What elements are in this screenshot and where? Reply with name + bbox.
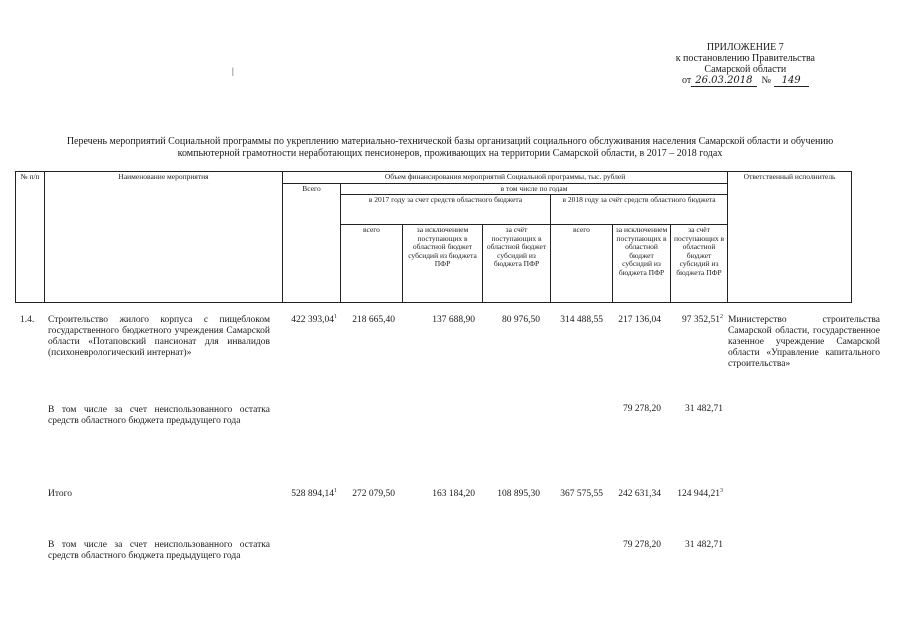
appendix-line1: к постановлению Правительства [675,53,815,64]
row-responsible: Министерство строительства Самарской области, государственное казенное учреждение Самарской области «Управление капитального строительства» [728,315,880,369]
header-funding: Объем финансирования мероприятий Социальной программы, тыс. рублей [283,172,728,184]
header-responsible: Ответственный исполнитель [728,172,852,303]
row-number: 1.4. [20,315,35,325]
header-2017: в 2017 году за счет средств областного бюджета [341,195,551,225]
cell-2018-pfr: 31 482,71 [685,540,723,550]
cell-2017-all: 218 665,40 [352,315,395,325]
header-including-years: в том числе по годам [341,183,728,195]
cell-2018-excl: 242 631,34 [618,489,661,499]
header-num: № п/п [16,172,45,303]
cell-2018-pfr: 97 352,51$^2$ [682,313,723,325]
cell-2018-all: 367 575,55 [560,489,603,499]
cell-2018-pfr: 31 482,71 [685,404,723,414]
decree-date: 26.03.2018 [691,75,756,87]
cell-2018-excl: 217 136,04 [618,315,661,325]
document-title [20,136,880,160]
cell-2018-all: 314 488,55 [560,315,603,325]
cell-2017-pfr: 108 895,30 [497,489,540,499]
title-line2: компьютерной грамотности неработающих пенсионеров, проживающих на территории Самарской области, в 2017 – 2018 годах [177,148,723,159]
cell-2018-excl: 79 278,20 [623,404,661,414]
header-2018-all: всего [551,225,613,303]
header-2017-all: всего [341,225,403,303]
header-2017-pfr: за счёт поступающих в областной бюджет субсидий из бюджета ПФР [483,225,551,303]
header-2018-pfr: за счёт поступающих в областной бюджет субсидий из бюджета ПФР [671,225,728,303]
appendix-date-line [676,75,815,86]
stray-mark: | [232,66,234,76]
cell-2018-excl: 79 278,20 [623,540,661,550]
cell-2017-pfr: 80 976,50 [502,315,540,325]
appendix-title: ПРИЛОЖЕНИЕ 7 [706,42,784,53]
appendix-block [676,42,815,86]
row-name: Итого [48,489,73,499]
cell-2017-excl: 163 184,20 [432,489,475,499]
from-label: от [682,75,692,86]
title-line1: Перечень мероприятий Социальной программы по укреплению материально-технической базы организаций социального обслуживания населения Самарской области и обучению [66,136,834,147]
header-2018: в 2018 году за счёт средств областного бюджета [551,195,728,225]
cell-total: 528 894,14$^1$ [291,487,337,499]
row-name: В том числе за счет неиспользованного остатка средств областного бюджета предыдущего года [48,540,270,561]
cell-total: 422 393,04$^1$ [291,313,337,325]
header-table [15,171,852,303]
header-name: Наименование мероприятия [45,172,283,303]
cell-2018-pfr: 124 944,21$^3$ [677,487,723,499]
row-name: В том числе за счет неиспользованного остатка средств областного бюджета предыдущего года [48,405,270,426]
decree-number: 149 [774,75,809,87]
cell-2017-excl: 137 688,90 [432,315,475,325]
appendix-line2: Самарской области [704,64,787,75]
header-total: Всего [283,183,341,303]
row-name: Строительство жилого корпуса с пищеблоком государственного бюджетного учреждения Самарской области «Потаповский пансионат для инвалидов (психоневрологический интернат)» [48,315,270,358]
header-2017-excl: за исключением поступающих в областной бюджет субсидий из бюджета ПФР [403,225,483,303]
cell-2017-all: 272 079,50 [352,489,395,499]
header-2018-excl: за исключением поступающих в областной бюджет субсидий из бюджета ПФР [613,225,671,303]
number-label: № [761,75,772,86]
